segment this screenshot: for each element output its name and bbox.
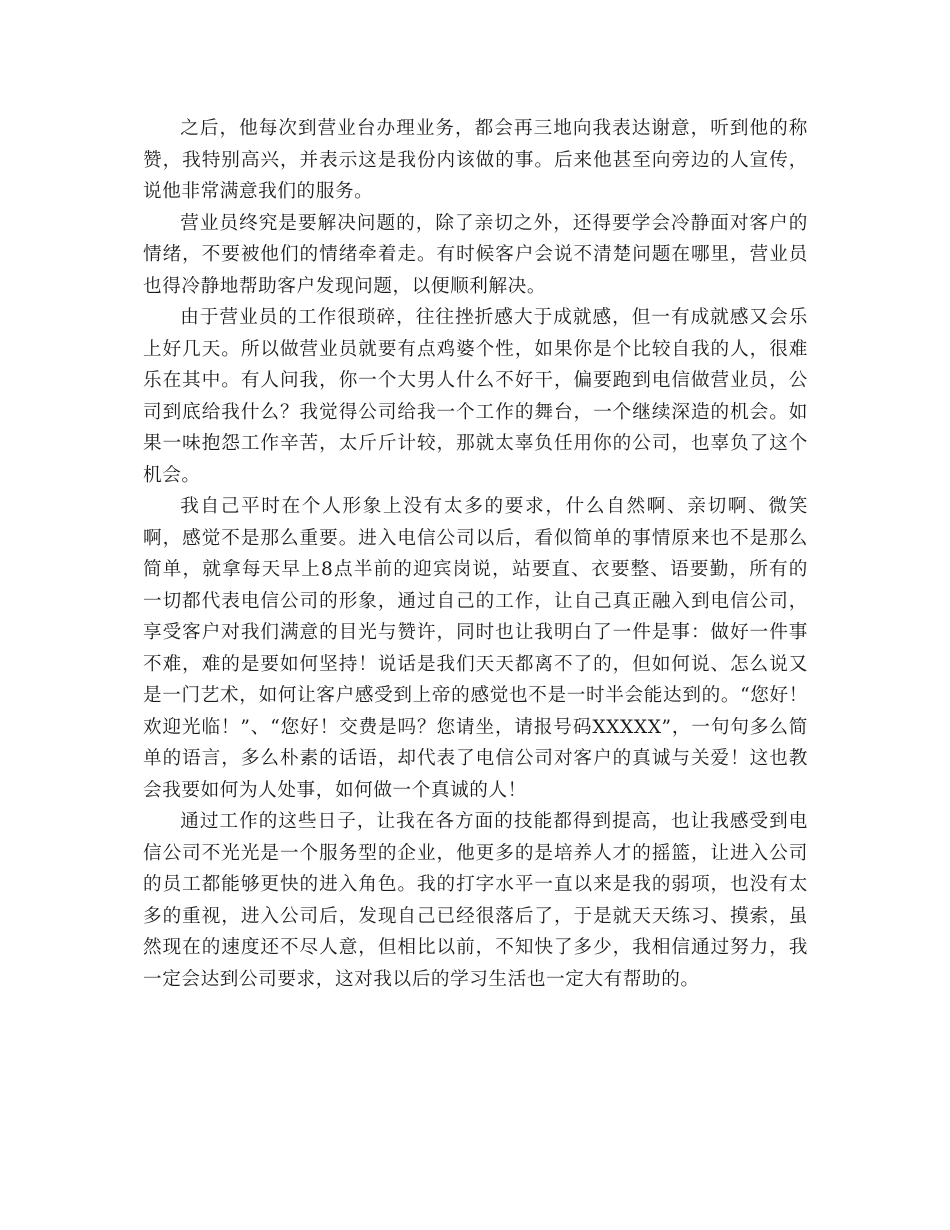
document-body [143, 113, 808, 995]
paragraph-4: 我自己平时在个人形象上没有太多的要求，什么自然啊、亲切啊、微笑啊，感觉不是那么重要。进入电信公司以后，看似简单的事情原来也不是那么简单，就拿每天早上8点半前的迎宾岗说，站要直、衣要整、语要勤，所有的一切都代表电信公司的形象，通过自己的工作，让自己真正融入到电信公司，享受客户对我们满意的目光与赞许，同时也让我明白了一件是事：做好一件事不难，难的是要如何坚持！说话是我们天天都离不了的，但如何说、怎么说又是一门艺术，如何让客户感受到上帝的感觉也不是一时半会能达到的。“您好！欢迎光临！”、“您好！交费是吗？您请坐，请报号码XXXXX”，一句句多么简单的语言，多么朴素的话语，却代表了电信公司对客户的真诚与关爱！这也教会我要如何为人处事，如何做一个真诚的人！ [143, 496, 808, 801]
paragraph-2: 营业员终究是要解决问题的，除了亲切之外，还得要学会冷静面对客户的情绪，不要被他们的情绪牵着走。有时候客户会说不清楚问题在哪里，营业员也得冷静地帮助客户发现问题，以便顺利解决。 [143, 212, 808, 297]
paragraph-3: 由于营业员的工作很琐碎，往往挫折感大于成就感，但一有成就感又会乐上好几天。所以做营业员就要有点鸡婆个性，如果你是个比较自我的人，很难乐在其中。有人问我，你一个大男人什么不好干，偏要跑到电信做营业员，公司到底给我什么？我觉得公司给我一个工作的舞台，一个继续深造的机会。如果一味抱怨工作辛苦，太斤斤计较，那就太辜负任用你的公司，也辜负了这个机会。 [143, 307, 808, 486]
paragraph-5: 通过工作的这些日子，让我在各方面的技能都得到提高，也让我感受到电信公司不光光是一个服务型的企业，他更多的是培养人才的摇篮，让进入公司的员工都能够更快的进入角色。我的打字水平一直以来是我的弱项，也没有太多的重视，进入公司后，发现自己已经很落后了，于是就天天练习、摸索，虽然现在的速度还不尽人意，但相比以前，不知快了多少，我相信通过努力，我一定会达到公司要求，这对我以后的学习生活也一定大有帮助的。 [143, 811, 808, 990]
paragraph-1: 之后，他每次到营业台办理业务，都会再三地向我表达谢意，听到他的称赞，我特别高兴，并表示这是我份内该做的事。后来他甚至向旁边的人宣传，说他非常满意我们的服务。 [143, 118, 808, 202]
